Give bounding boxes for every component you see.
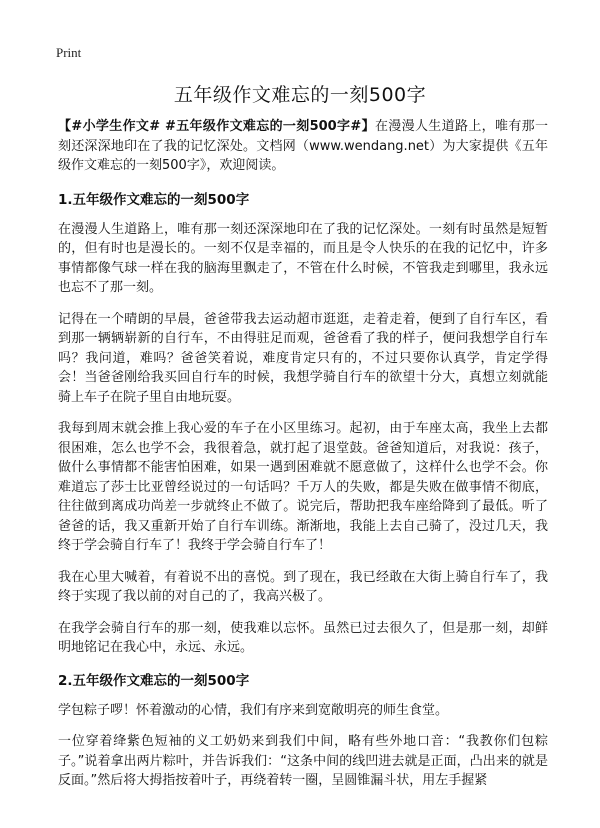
intro-paragraph [58, 117, 548, 176]
section-2-paragraph: 学包粽子啰！怀着激动的心情，我们有序来到宽敞明亮的师生食堂。 [58, 702, 449, 718]
section-1-paragraph: 我在心里大喊着，有着说不出的喜悦。到了现在，我已经敢在大街上骑自行车了，我终于实现了我以前的对自己的了，我高兴极了。 [58, 569, 548, 604]
section-1-paragraph: 在我学会骑自行车的那一刻，使我难以忘怀。虽然已过去很久了，但是那一刻，却鲜明地铭记在我心中，永远、永远。 [58, 620, 548, 655]
intro-text: 在漫漫人生道路上，唯有那一刻还深深地印在了我的记忆深处。文档网（www.wendang.net）为大家提供《五年级作文难忘的一刻500字》，欢迎阅读。 [58, 119, 548, 173]
section-heading-1: 1.五年级作文难忘的一刻500字 [58, 191, 250, 208]
document-title: 五年级作文难忘的一刻500字 [173, 84, 427, 106]
section-1-paragraph: 记得在一个晴朗的早晨，爸爸带我去运动超市逛逛，走着走着，便到了自行车区，看到那一辆辆崭新的自行车，不由得驻足而观，爸爸看了我的样子，便问我想学自行车吗？我问道，难吗？爸爸笑着说，难度肯定只有的，不过只要你认真学，肯定学得会！当爸爸刚给我买回自行车的时候，我想学骑自行车的欲望十分大，真想立刻就能骑上车子在院子里自由地玩耍。 [58, 311, 548, 405]
section-1-paragraph: 我每到周末就会推上我心爱的车子在小区里练习。起初，由于车座太高，我坐上去都很困难，怎么也学不会，我很着急，就打起了退堂鼓。爸爸知道后，对我说：孩子，做什么事情都不能害怕困难，如果一遇到困难就不愿意做了，这样什么也学不会。你难道忘了莎士比亚曾经说过的一句话吗？千万人的失败，都是失败在做事情不彻底，往往做到离成功尚差一步就终止不做了。说完后，帮助把我车座给降到了最低。听了爸爸的话，我又重新开始了自行车训练。渐渐地，我能上去自己骑了，没过几天，我终于学会骑自行车了！我终于学会骑自行车了！ [58, 421, 548, 553]
section-1-paragraph: 在漫漫人生道路上，唯有那一刻还深深地印在了我的记忆深处。一刻有时虽然是短暂的，但有时也是漫长的。一刻不仅是幸福的，而且是令人快乐的在我的记忆中，许多事情都像气球一样在我的脑海里飘走了，不管在什么时候，不管我走到哪里，我永远也忘不了那一刻。 [58, 221, 548, 295]
section-heading-2: 2.五年级作文难忘的一刻500字 [58, 672, 250, 689]
article-body [58, 117, 548, 803]
print-link[interactable]: Print [56, 45, 82, 60]
intro-tag: 【#小学生作文# #五年级作文难忘的一刻500字#】 [58, 119, 375, 134]
section-2-paragraph: 一位穿着绛紫色短袖的义工奶奶来到我们中间，略有些外地口音：“我教你们包粽子。”说着拿出两片粽叶，并告诉我们：“这条中间的线凹进去就是正面，凸出来的就是反面。”然后将大拇指按着叶子，再绕着转一圈，呈圆锥漏斗状，用左手握紧 [58, 734, 548, 788]
